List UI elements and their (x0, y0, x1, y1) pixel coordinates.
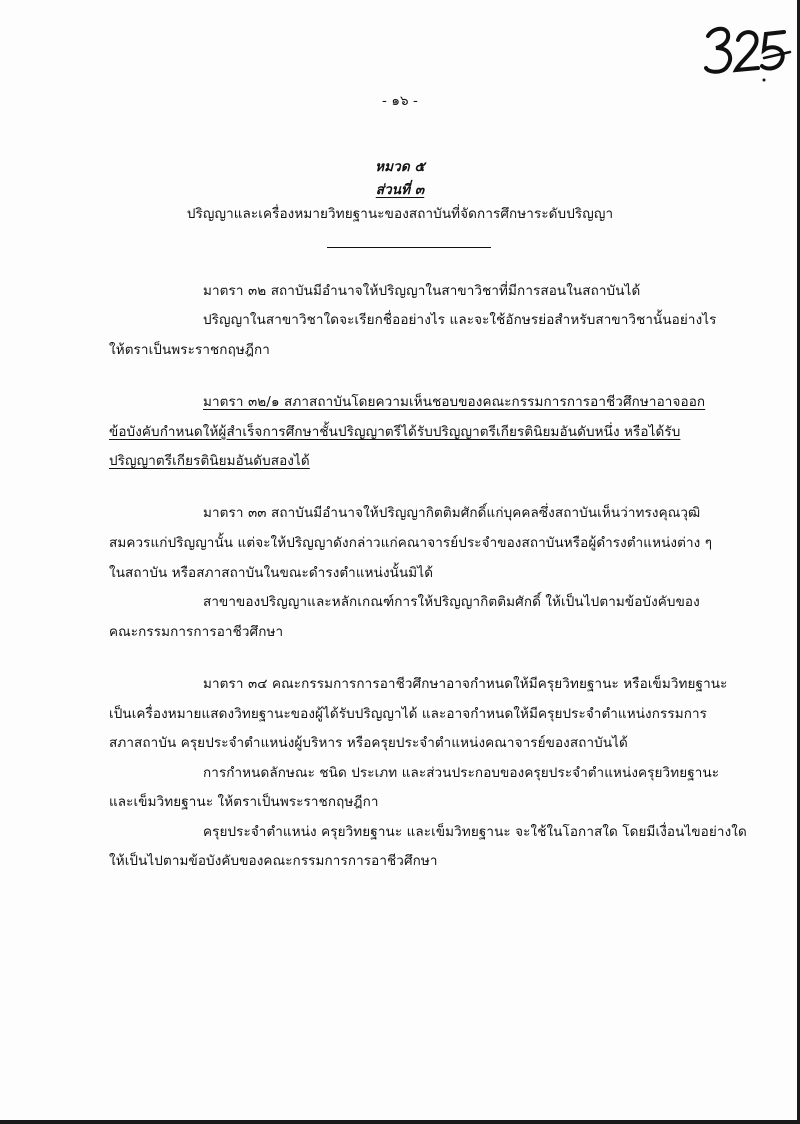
part-title: ปริญญาและเครื่องหมายวิทยฐานะของสถาบันที่จัดการศึกษาระดับปริญญา (186, 206, 614, 222)
page-number: - ๑๖ - (381, 93, 419, 109)
sec32-1-line1: มาตรา ๓๒/๑ สภาสถาบันโดยความเห็นชอบของคณะกรรมการการอาชีวศึกษาอาจออก (203, 394, 706, 410)
scan-edge-bottom (0, 1120, 800, 1124)
sec32-line2: ปริญญาในสาขาวิชาใดจะเรียกชื่ออย่างไร และจะใช้อักษรย่อสำหรับสาขาวิชานั้นอย่างไร (203, 312, 717, 328)
sec33-line4: สาขาของปริญญาและหลักเกณฑ์การให้ปริญญากิตติมศักดิ์ ให้เป็นไปตามข้อบังคับของ (203, 594, 700, 610)
sec34-line4: การกำหนดลักษณะ ชนิด ประเภท และส่วนประกอบของครุยประจำตำแหน่งครุยวิทยฐานะ (203, 765, 720, 781)
sec33-line1: มาตรา ๓๓ สถาบันมีอำนาจให้ปริญญากิตติมศักดิ์แก่บุคคลซึ่งสถาบันเห็นว่าทรงคุณวุฒิ (203, 505, 701, 521)
sec34-line5: และเข็มวิทยฐานะ ให้ตราเป็นพระราชกฤษฎีกา (109, 794, 379, 810)
sec33-line2: สมควรแก่ปริญญานั้น แต่จะให้ปริญญาดังกล่าวแก่คณาจารย์ประจำของสถาบันหรือผู้ดำรงตำแหน่งต่าง ๆ (109, 535, 713, 551)
sec32-1-line2: ข้อบังคับกำหนดให้ผู้สำเร็จการศึกษาชั้นปริญญาตรีได้รับปริญญาตรีเกียรตินิยมอันดับหนึ่ง หรือได้รับ (109, 424, 681, 440)
sec34-line6: ครุยประจำตำแหน่ง ครุยวิทยฐานะ และเข็มวิทยฐานะ จะใช้ในโอกาสใด โดยมีเงื่อนไขอย่างใด (203, 824, 747, 840)
sec34-line1: มาตรา ๓๔ คณะกรรมการการอาชีวศึกษาอาจกำหนดให้มีครุยวิทยฐานะ หรือเข็มวิทยฐานะ (203, 676, 728, 692)
sec33-line3: ในสถาบัน หรือสภาสถาบันในขณะดำรงตำแหน่งนั้นมิได้ (109, 565, 434, 581)
sec32-line1: มาตรา ๓๒ สถาบันมีอำนาจให้ปริญญาในสาขาวิชาที่มีการสอนในสถาบันได้ (203, 283, 641, 299)
sec34-line2: เป็นเครื่องหมายแสดงวิทยฐานะของผู้ได้รับปริญญาได้ และอาจกำหนดให้มีครุยประจำตำแหน่งกรรมการ (109, 706, 708, 722)
sec32-1-line3: ปริญญาตรีเกียรตินิยมอันดับสองได้ (109, 453, 310, 469)
chapter-heading: หมวด ๕ (375, 159, 425, 175)
sec34-line7: ให้เป็นไปตามข้อบังคับของคณะกรรมการการอาชีวศึกษา (109, 853, 438, 869)
separator-rule (327, 247, 491, 248)
sec32-line3: ให้ตราเป็นพระราชกฤษฎีกา (109, 342, 270, 358)
sec34-line3: สภาสถาบัน ครุยประจำตำแหน่งผู้บริหาร หรือครุยประจำตำแหน่งคณาจารย์ของสถาบันได้ (109, 735, 628, 751)
sec33-line5: คณะกรรมการการอาชีวศึกษา (109, 624, 284, 640)
handwritten-page-number (700, 14, 792, 84)
part-heading: ส่วนที่ ๓ (375, 182, 425, 198)
